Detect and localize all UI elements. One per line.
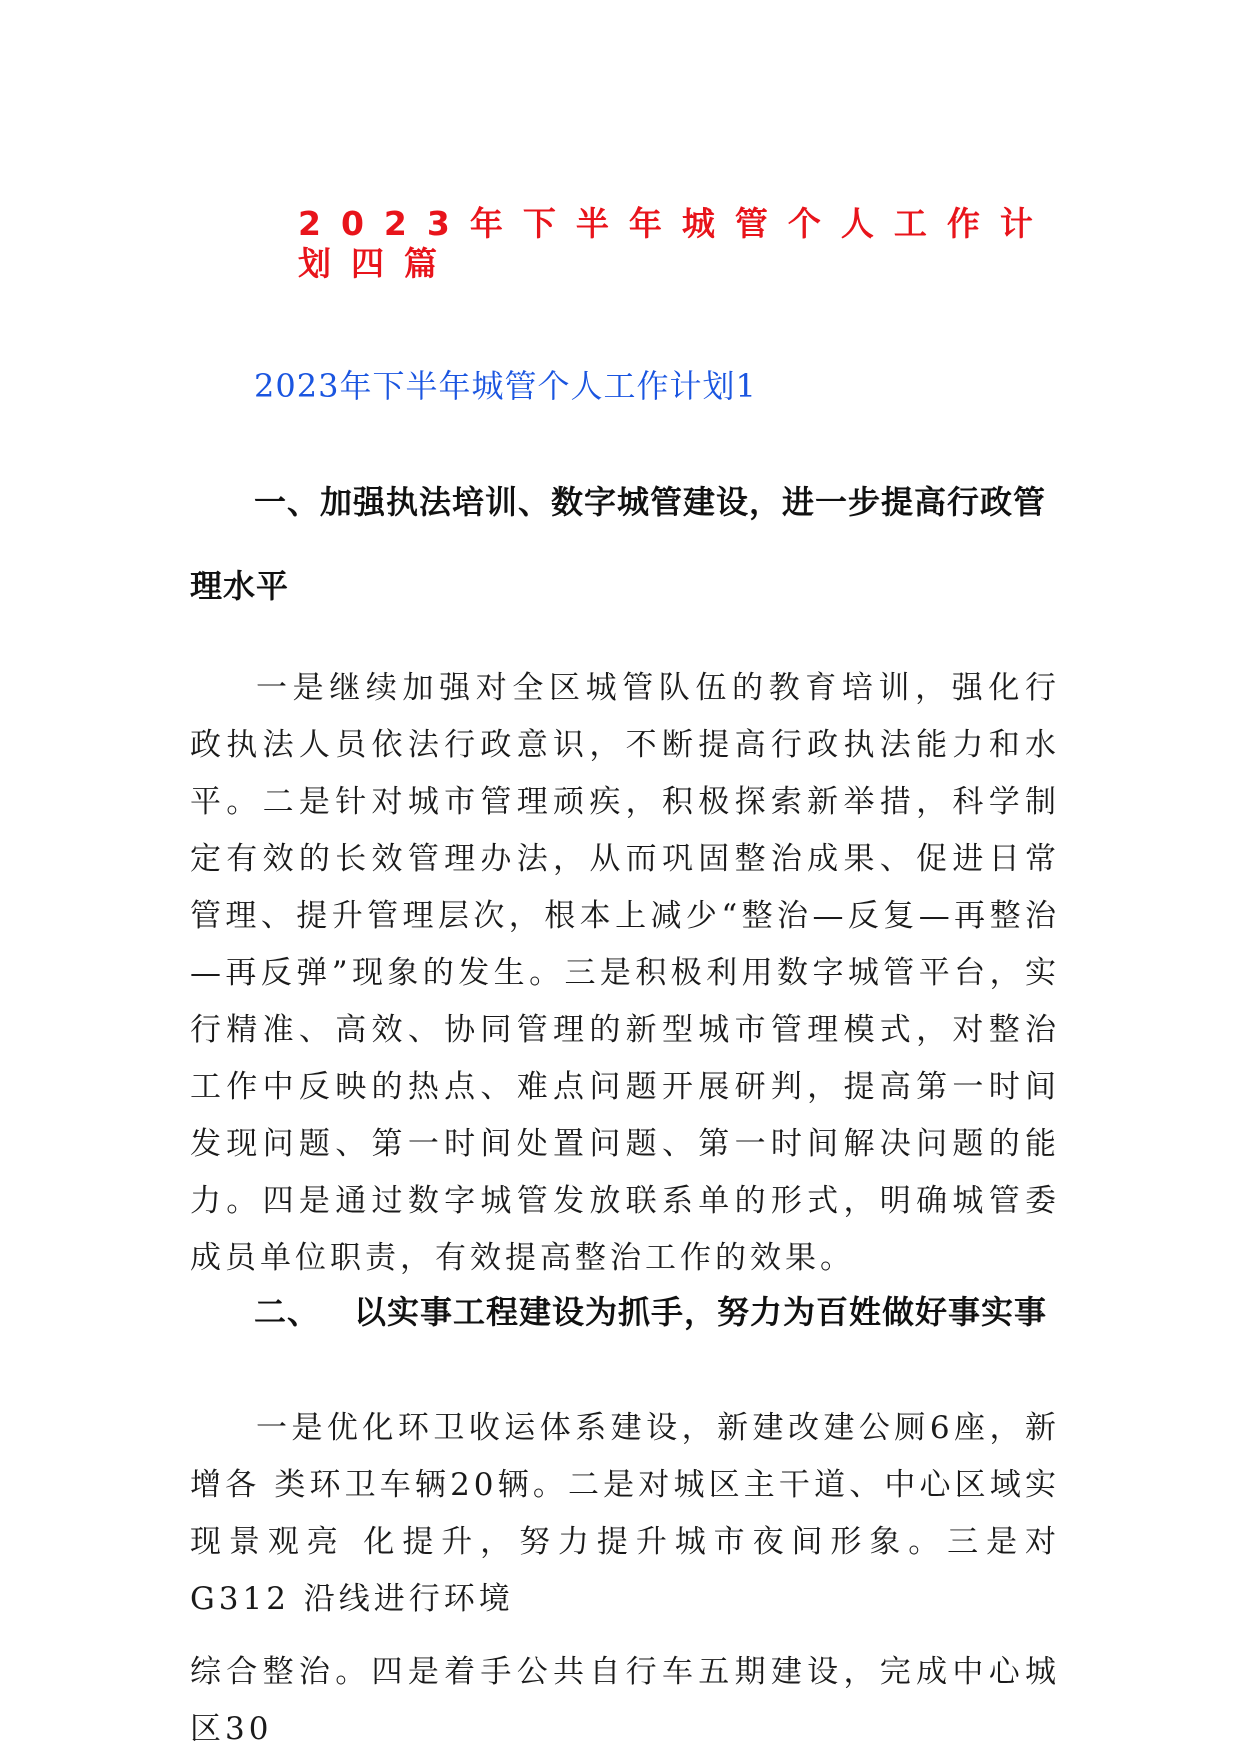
section-1-paragraph: 一是继续加强对全区城管队伍的教育培训，强化行政执法人员依法行政意识，不断提高行政执法能力和水平。二是针对城市管理顽疾，积极探索新举措，科学制定有效的长效管理办法，从而巩固整治成果、促进日常管理、提升管理层次，根本上减少“整治—反复—再整治—再反弹”现象的发生。三是积极利用数字城管平台，实行精准、高效、协同管理的新型城市管理模式，对整治工作中反映的热点、难点问题开展研判，提高第一时间发现问题、第一时间处置问题、第一时间解决问题的能力。四是通过数字城管发放联系单的形式，明确城管委成员单位职责，有效提高整治工作的效果。 <box>190 670 1060 1276</box>
document-subtitle: 2023年下半年城管个人工作计划1 <box>254 367 757 405</box>
document-title: 2023年下半年城管个人工作计划四篇 <box>298 204 1053 283</box>
section-heading-2-text: 以实事工程建设为抓手，努力为百姓做好事实事 <box>354 1293 1048 1331</box>
section-2-paragraph: 一是优化环卫收运体系建设，新建改建公厕6座，新增各 类环卫车辆20辆。二是对城区主干道、中心区域实现景观亮 化提升，努力提升城市夜间形象。三是对G312 沿线进行环境 <box>190 1410 1060 1617</box>
section-heading-2-number: 二、 <box>254 1293 321 1331</box>
section-heading-1: 一、加强执法培训、数字城管建设，进一步提高行政管理水平 <box>190 483 1047 605</box>
section-2-paragraph-continued: 综合整治。四是着手公共自行车五期建设，完成中心城区30 <box>190 1654 1060 1747</box>
section-heading-2 <box>254 1290 1047 1334</box>
